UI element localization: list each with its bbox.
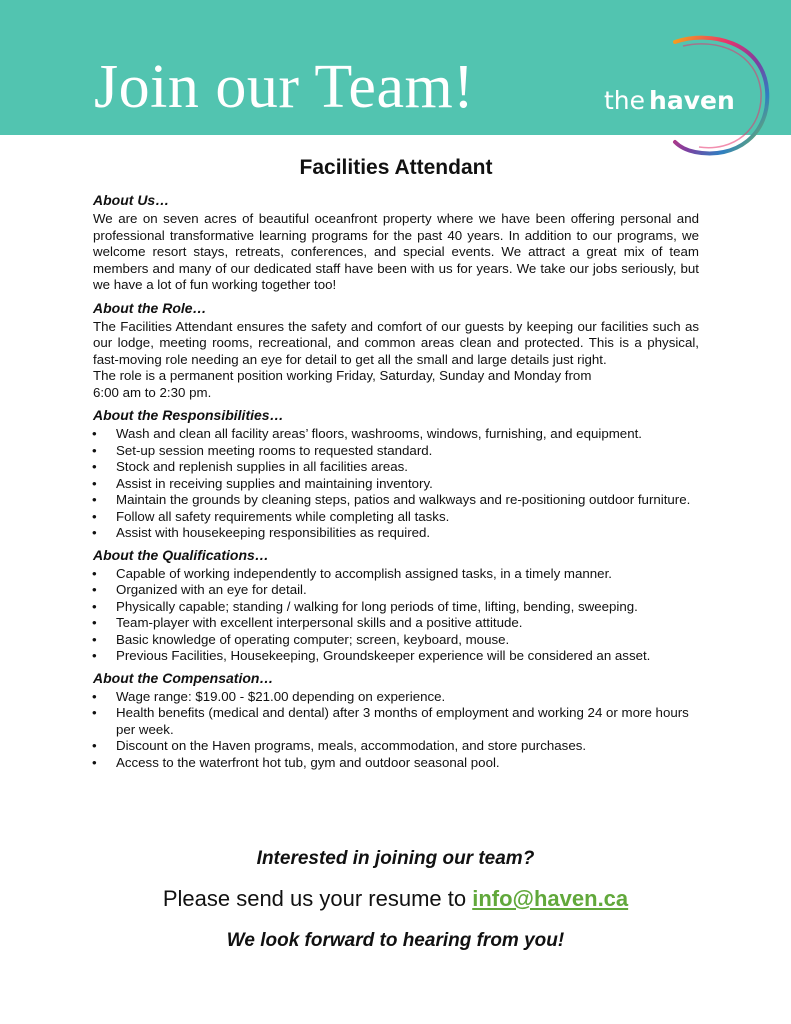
responsibilities-heading: About the Responsibilities… <box>93 407 284 423</box>
header-banner <box>0 0 791 135</box>
list-item: • Discount on the Haven programs, meals, accommodation, and store purchases. <box>93 738 699 755</box>
list-item: • Team-player with excellent interpersonal skills and a positive attitude. <box>93 615 699 632</box>
list-item: • Previous Facilities, Housekeeping, Groundskeeper experience will be considered an asset. <box>93 648 699 665</box>
logo-word-haven: haven <box>649 86 735 115</box>
haven-logo <box>604 86 735 115</box>
email-link[interactable]: info@haven.ca <box>472 886 629 911</box>
list-item: • Stock and replenish supplies in all facilities areas. <box>93 459 699 476</box>
list-item: • Assist with housekeeping responsibilities as required. <box>93 525 699 542</box>
about-us-text: We are on seven acres of beautiful oceanfront property where we have been offering personal and professional transformative learning programs for the past 40 years. In addition to our programs, we welcome resort stays, retreats, conferences, and special events. We attract a great mix of team members and many of our dedicated staff have been with us for years. We take our jobs seriously, but we have a lot of fun working together too! <box>93 211 699 292</box>
responsibilities-list <box>93 426 699 542</box>
qualifications-list <box>93 566 699 665</box>
list-item: • Capable of working independently to accomplish assigned tasks, in a timely manner. <box>93 566 699 583</box>
about-role-hours: 6:00 am to 2:30 pm. <box>93 384 212 400</box>
qualifications-heading: About the Qualifications… <box>93 546 269 563</box>
banner-title: Join our Team! <box>94 53 475 121</box>
about-role-heading: About the Role… <box>93 299 207 316</box>
closing-contact <box>0 886 791 912</box>
about-role-text: The Facilities Attendant ensures the safety and comfort of our guests by keeping our facilities such as our lodge, meeting rooms, recreational, and common areas clean and protected. This is a physical, fast-moving role needing an eye for detail to get all the small and large details just right. <box>93 318 699 367</box>
list-item: • Wage range: $19.00 - $21.00 depending on experience. <box>93 689 699 706</box>
compensation-heading: About the Compensation… <box>93 669 274 686</box>
list-item: • Assist in receiving supplies and maintaining inventory. <box>93 476 699 493</box>
logo-word-the: the <box>604 86 646 115</box>
job-title: Facilities Attendant <box>299 156 493 179</box>
list-item: • Basic knowledge of operating computer; screen, keyboard, mouse. <box>93 632 699 649</box>
about-role-schedule: The role is a permanent position working Friday, Saturday, Sunday and Monday from <box>93 368 592 383</box>
list-item: • Health benefits (medical and dental) after 3 months of employment and working 24 or more hours per week. <box>93 705 699 738</box>
job-posting <box>93 156 699 776</box>
list-item: • Maintain the grounds by cleaning steps, patios and walkways and re-positioning outdoor furniture. <box>93 492 699 509</box>
closing-question: Interested in joining our team? <box>256 848 535 869</box>
compensation-list <box>93 689 699 772</box>
list-item: • Organized with an eye for detail. <box>93 582 699 599</box>
closing-signoff: We look forward to hearing from you! <box>226 930 565 951</box>
list-item: • Physically capable; standing / walking for long periods of time, lifting, bending, sweeping. <box>93 599 699 616</box>
list-item: • Follow all safety requirements while completing all tasks. <box>93 509 699 526</box>
closing-contact-text: Please send us your resume to <box>162 886 473 911</box>
list-item: • Set-up session meeting rooms to requested standard. <box>93 443 699 460</box>
about-us-heading: About Us… <box>93 192 170 208</box>
list-item: • Wash and clean all facility areas’ floors, washrooms, windows, furnishing, and equipment. <box>93 426 699 443</box>
list-item: • Access to the waterfront hot tub, gym and outdoor seasonal pool. <box>93 755 699 772</box>
